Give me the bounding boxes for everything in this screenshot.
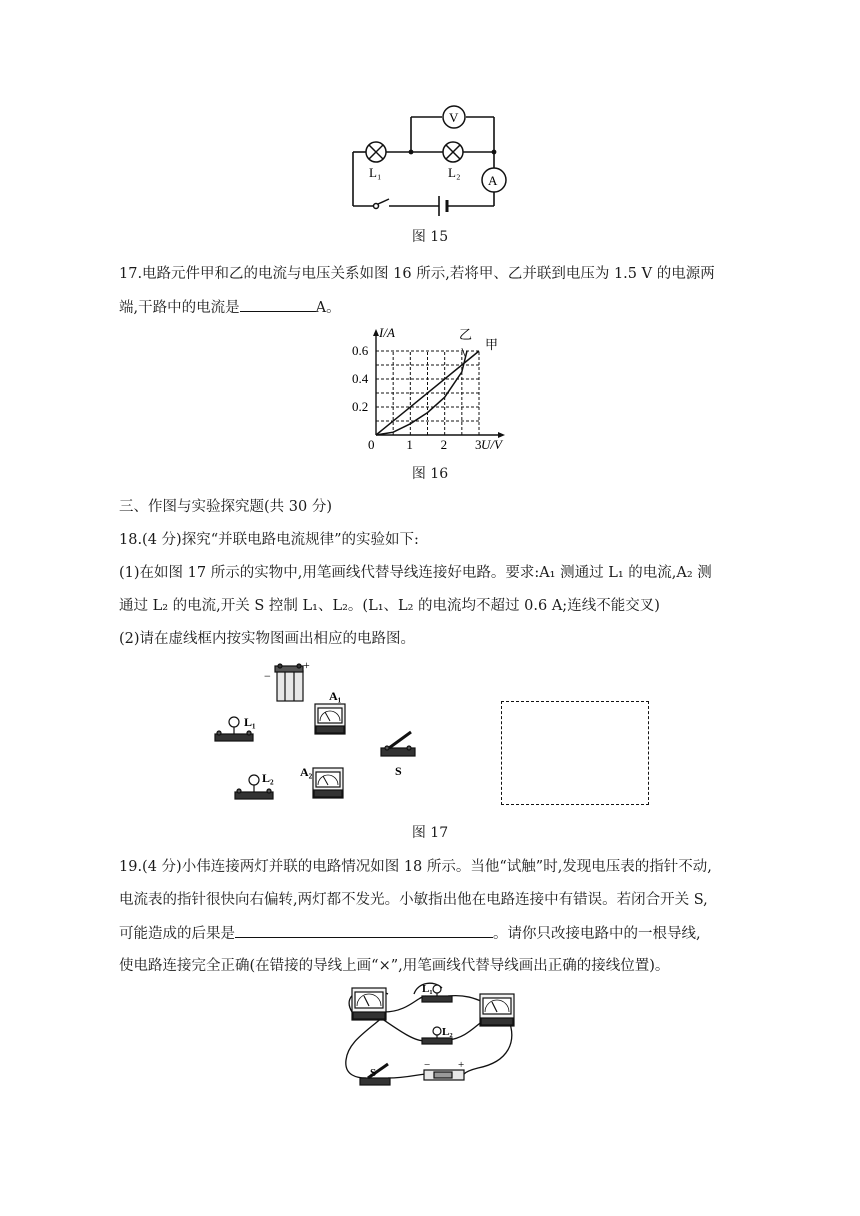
fig15-label-l1: L₁ [369,165,382,180]
battery-minus-label: − [264,669,271,683]
x-tick-label: 1 [406,437,413,452]
q17-line2-post: A。 [315,300,341,316]
ammeter-a2 [313,768,343,798]
ammeter-a1 [315,704,345,734]
q17-line2 [119,297,341,318]
q18-part2: (2)请在虚线框内按实物图画出相应的电路图。 [119,631,416,647]
switch-s-label: S [395,764,402,778]
circuit-diagram-answer-box[interactable] [501,701,649,805]
series-label-yi-leader [462,348,465,356]
q17-line1: 17.电路元件甲和乙的电流与电压关系如图 16 所示,若将甲、乙并联到电压为 1.5 V 的电源两 [119,266,715,282]
y-tick-label: 0.2 [352,399,369,414]
figure-17-caption: 图 17 [411,825,449,841]
switch-s [381,732,415,756]
x-tick-label: 0 [368,437,375,452]
q19-line4: 使电路连接完全正确(在错接的导线上画“×”,用笔画线代替导线画出正确的接线位置)。 [119,958,670,974]
q17-answer-blank[interactable] [240,297,316,312]
fig18-battery [424,1070,464,1080]
lamp-l1-label: L₁ [244,715,256,729]
figure-16-chart [340,318,520,453]
q17-line2-pre: 端,干路中的电流是 [119,300,240,316]
x-axis-label: U/V [481,437,502,452]
ammeter-a1-label: A₁ [329,689,342,703]
fig18-meter-left [352,988,386,1020]
q18-part1-line2: 通过 L₂ 的电流,开关 S 控制 L₁、L₂。(L₁、L₂ 的电流均不超过 0.6 A;连线不能交叉) [119,598,660,614]
battery-symbol [439,196,447,216]
fig18-label-plus: + [458,1059,465,1071]
fig18-label-minus: − [424,1059,431,1071]
q19-line3-post: 。请你只改接电路中的一根导线, [493,926,701,942]
fig15-label-l2: L₂ [448,165,461,180]
y-tick-label: 0.4 [352,371,369,386]
figure-18-circuit [338,982,538,1090]
fig18-label-s: S [370,1067,377,1079]
figure-17-components [205,658,435,808]
q19-line1: 19.(4 分)小伟连接两灯并联的电路情况如图 18 所示。当他“试触”时,发现电压表的指针不动, [119,859,712,875]
battery-pack [275,664,303,701]
q19-line3-pre: 可能造成的后果是 [119,926,235,942]
fig18-label-l1: L₁ [422,983,433,995]
ammeter-a2-label: A₂ [300,765,313,779]
lamp-l2-symbol [443,142,463,162]
figure-15-circuit [345,105,515,220]
y-tick-label: 0.6 [352,343,369,358]
q18-title: 18.(4 分)探究“并联电路电流规律”的实验如下: [119,532,419,548]
fig15-label-a: A [488,173,498,188]
battery-plus-label: + [303,658,310,672]
x-tick-label: 2 [440,437,448,452]
q18-part1-line1: (1)在如图 17 所示的实物中,用笔画线代替导线连接好电路。要求:A₁ 测通过 L₁ 的电流,A₂ 测 [119,565,712,581]
q19-line2: 电流表的指针很快向右偏转,两灯都不发光。小敏指出他在电路连接中有错误。若闭合开关 S, [119,892,708,908]
section3-title: 三、作图与实验探究题(共 30 分) [119,499,332,515]
fig15-label-v: V [449,110,459,125]
fig18-label-l2: L₂ [442,1026,453,1038]
x-tick-label: 3 [475,437,482,452]
q19-answer-blank[interactable] [235,923,493,938]
y-axis-label: I/A [379,325,395,340]
figure-16-caption: 图 16 [411,466,449,482]
lamp-l2-label: L₂ [262,771,274,785]
switch-symbol [374,199,390,209]
lamp-l1-symbol [366,142,386,162]
fig18-meter-right [480,994,514,1026]
figure-15-caption: 图 15 [411,229,449,245]
q19-line3 [119,923,701,944]
series-label-yi: 乙 [458,327,472,342]
series-label-jia: 甲 [485,337,499,352]
